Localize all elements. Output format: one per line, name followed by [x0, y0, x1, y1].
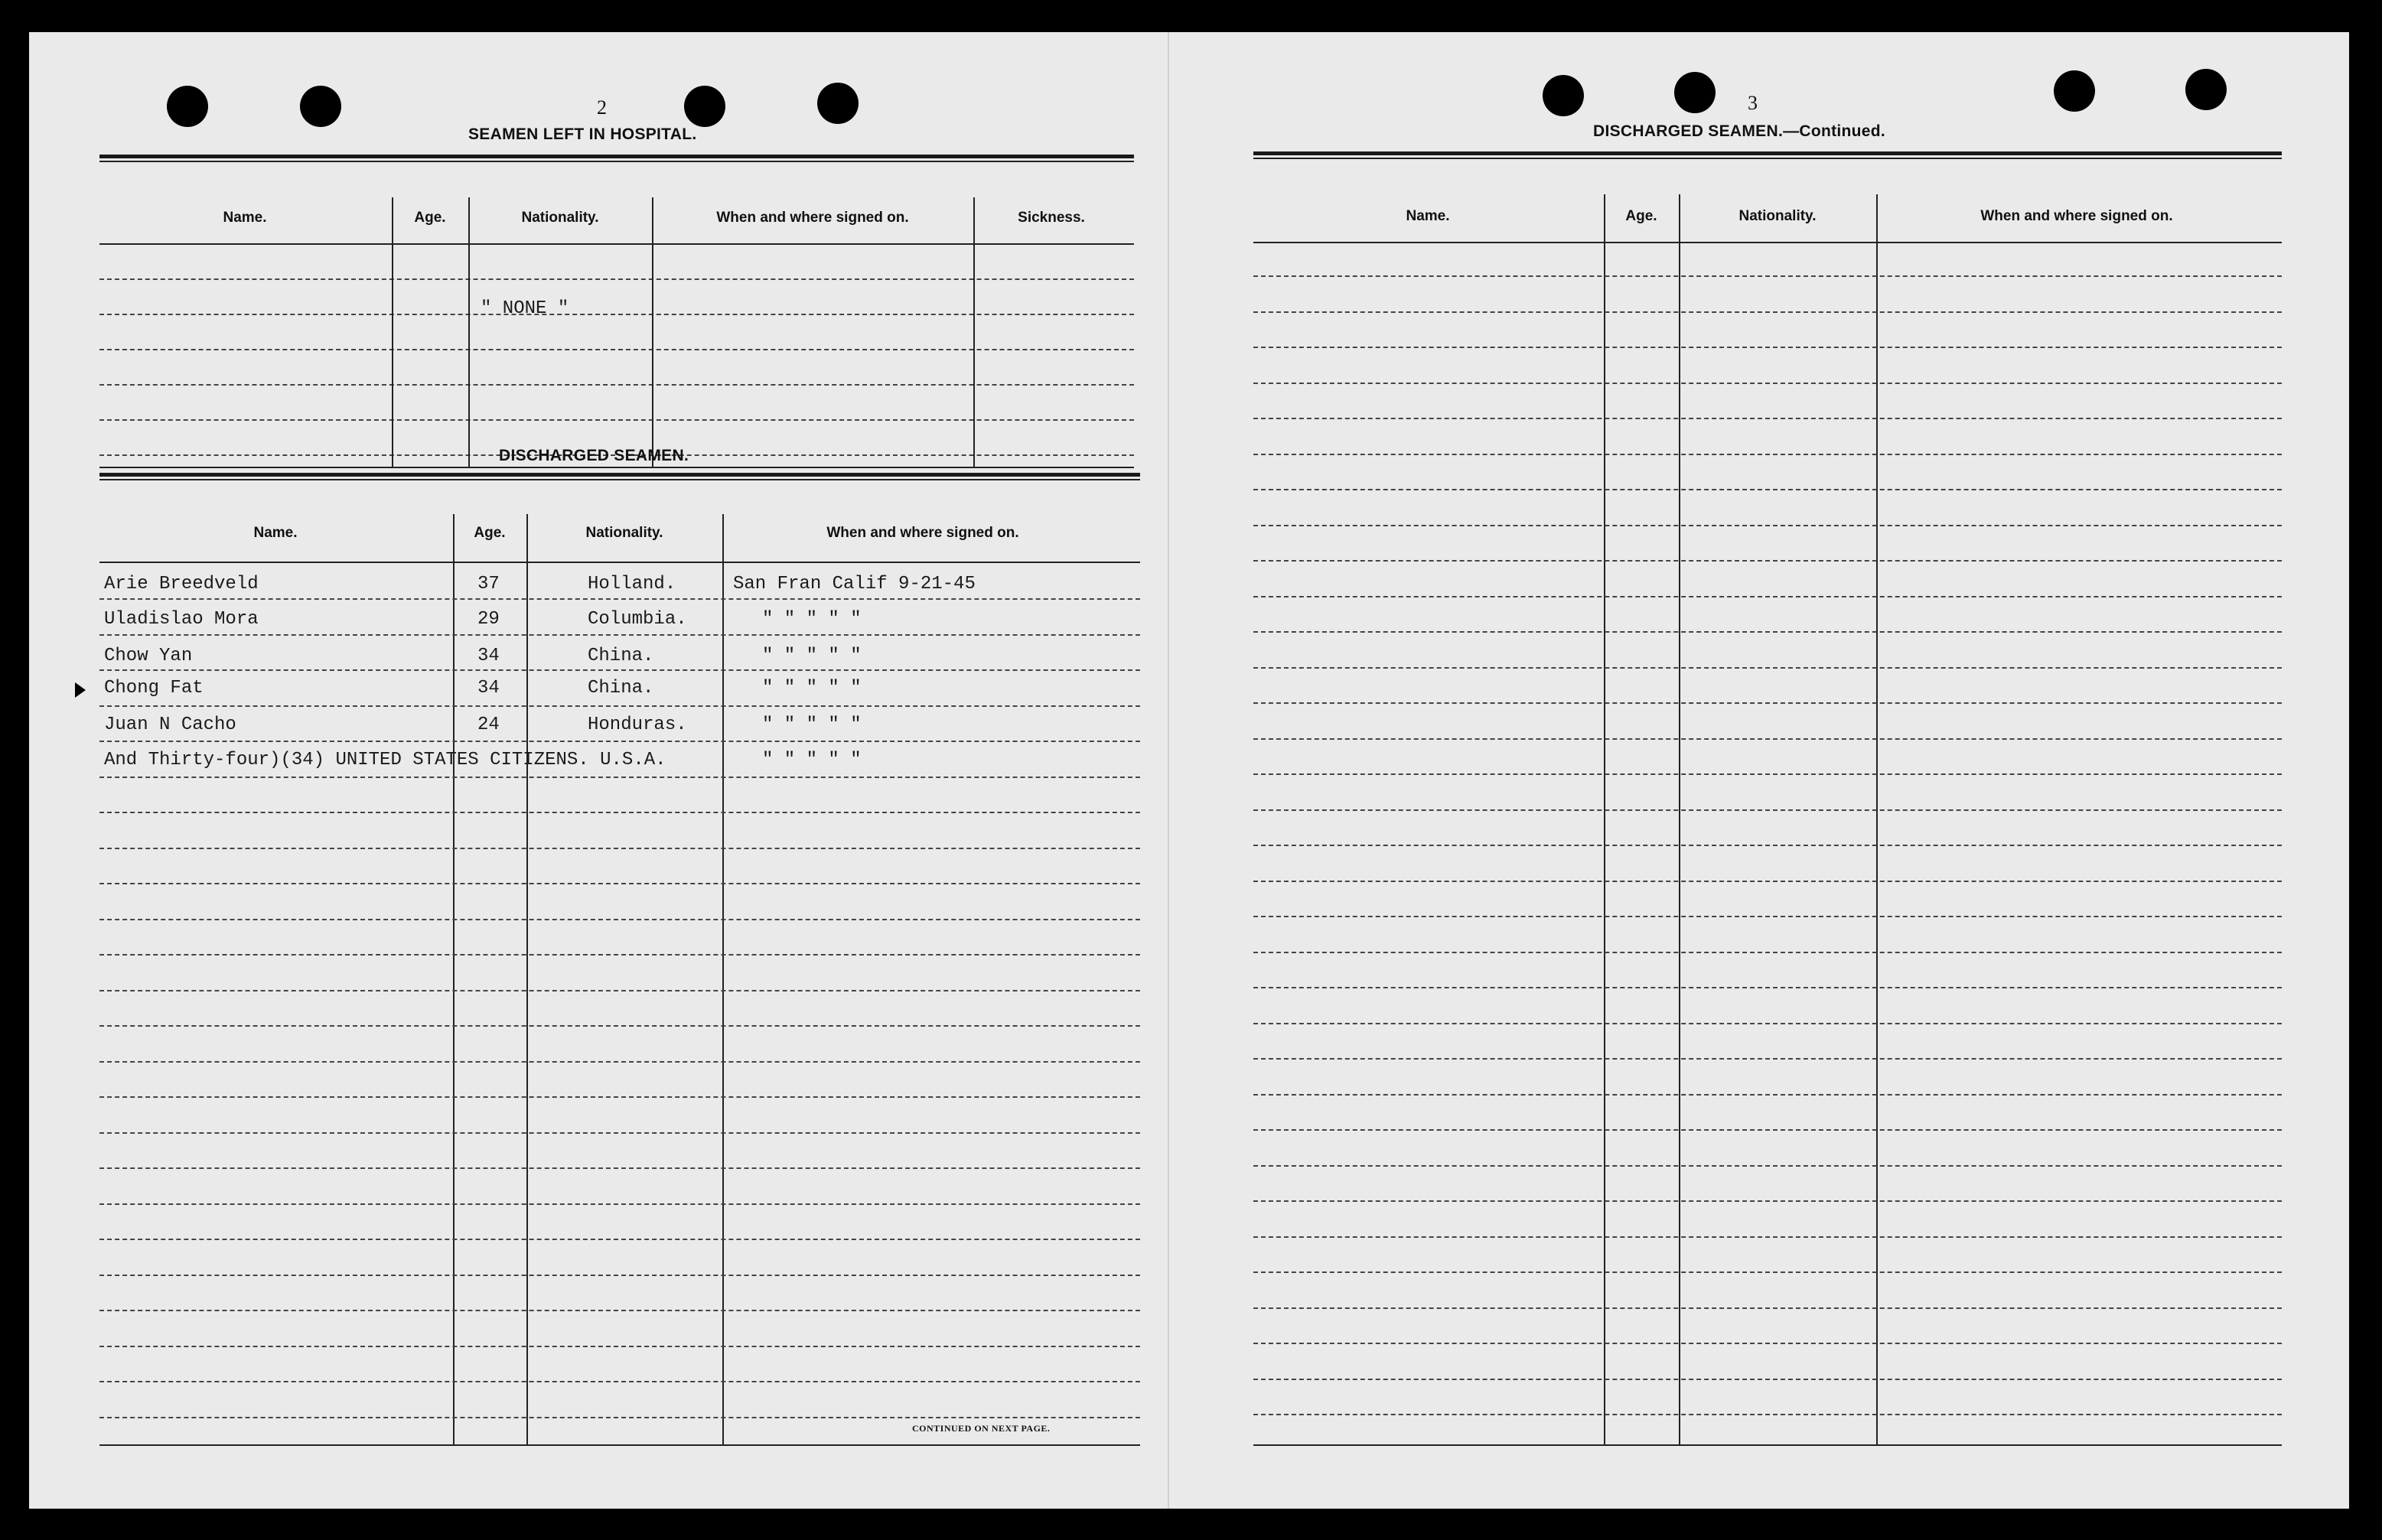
- seaman-nationality: Holland.: [588, 574, 676, 594]
- ruled-line: [1253, 881, 2282, 882]
- ruled-line: [1253, 738, 2282, 740]
- ruled-line: [1253, 560, 2282, 562]
- col-head-nationality: Nationality.: [521, 210, 599, 226]
- ruled-line: [99, 1203, 1140, 1205]
- ruled-line: [1253, 1023, 2282, 1024]
- right-page: [1169, 32, 2349, 1509]
- ruled-line: [99, 848, 1140, 849]
- seaman-age: 37: [477, 574, 500, 594]
- hospital-section-title: SEAMEN LEFT IN HOSPITAL.: [468, 125, 697, 143]
- ruled-line: [99, 990, 1140, 991]
- seaman-name: Juan N Cacho: [104, 715, 236, 735]
- page-number: 3: [1748, 92, 1758, 114]
- ruled-line: [99, 1346, 1140, 1347]
- ruled-line: [99, 1310, 1140, 1311]
- ruled-line: [99, 919, 1140, 920]
- ruled-line: [99, 741, 1140, 742]
- seaman-age: 29: [477, 609, 500, 630]
- col-head-age: Age.: [1625, 208, 1657, 224]
- ruled-line: [1253, 667, 2282, 669]
- seaman-name: Arie Breedveld: [104, 574, 259, 594]
- ruled-line: [1253, 1200, 2282, 1202]
- ruled-line: [1253, 275, 2282, 277]
- hospital-table: [99, 155, 1134, 468]
- seaman-name: Chong Fat: [104, 678, 204, 698]
- ruled-line: [99, 812, 1140, 813]
- seaman-signed-on: San Fran Calif 9-21-45: [733, 574, 976, 594]
- col-head-nationality: Nationality.: [585, 525, 663, 541]
- ruled-line: [99, 1132, 1140, 1134]
- ruled-line: [1253, 1307, 2282, 1309]
- hospital-none-entry: " NONE ": [481, 298, 569, 319]
- ruled-line: [1253, 1094, 2282, 1096]
- ruled-line: [1253, 525, 2282, 526]
- col-head-name: Name.: [1406, 208, 1450, 224]
- ruled-line: [99, 1096, 1140, 1098]
- ruled-line: [1253, 952, 2282, 953]
- col-head-name: Name.: [223, 210, 267, 226]
- seaman-age: 34: [477, 646, 500, 666]
- ruled-line: [99, 1167, 1140, 1169]
- citizens-signed-on: " " " " ": [762, 750, 862, 770]
- ruled-line: [99, 954, 1140, 956]
- citizens-summary: And Thirty-four)(34) UNITED STATES CITIZENS. U.S.A.: [104, 750, 666, 770]
- ruled-line: [1253, 845, 2282, 846]
- title-text: DISCHARGED SEAMEN.: [1593, 122, 1784, 140]
- discharged-section-title: DISCHARGED SEAMEN.: [499, 447, 689, 464]
- ruled-line: [1253, 773, 2282, 775]
- col-head-signed-on: When and where signed on.: [826, 525, 1019, 541]
- ruled-line: [1253, 347, 2282, 348]
- seaman-nationality: China.: [588, 678, 654, 698]
- seaman-nationality: China.: [588, 646, 654, 666]
- seaman-signed-on: " " " " ": [762, 678, 862, 698]
- col-head-name: Name.: [253, 525, 298, 541]
- seaman-name: Chow Yan: [104, 646, 193, 666]
- ruled-line: [99, 669, 1140, 671]
- ruled-line: [1253, 489, 2282, 490]
- ruled-line: [99, 1239, 1140, 1240]
- page-number: 2: [597, 96, 607, 119]
- continued-note: CONTINUED ON NEXT PAGE.: [912, 1423, 1051, 1434]
- col-head-signed-on: When and where signed on.: [1980, 208, 2173, 224]
- ruled-line: [1253, 702, 2282, 704]
- seaman-nationality: Honduras.: [588, 715, 687, 735]
- ruled-line: [99, 1061, 1140, 1063]
- discharged-continued-title: [1593, 122, 1885, 141]
- col-head-nationality: Nationality.: [1738, 208, 1817, 224]
- seaman-name: Uladislao Mora: [104, 609, 259, 630]
- ruled-line: [1253, 631, 2282, 633]
- seaman-age: 34: [477, 678, 500, 698]
- seaman-signed-on: " " " " ": [762, 609, 862, 630]
- ruled-line: [99, 634, 1140, 636]
- ruled-line: [1253, 1129, 2282, 1131]
- ruled-line: [1253, 1165, 2282, 1167]
- ruled-line: [99, 1417, 1140, 1418]
- col-head-signed-on: When and where signed on.: [716, 210, 909, 226]
- left-page: [29, 32, 1168, 1509]
- title-suffix: —Continued.: [1783, 122, 1886, 140]
- ruled-line: [99, 1381, 1140, 1382]
- ruled-line: [99, 1025, 1140, 1027]
- arrow-marker: [75, 682, 86, 698]
- seaman-nationality: Columbia.: [588, 609, 687, 630]
- ruled-line: [1253, 987, 2282, 988]
- seaman-signed-on: " " " " ": [762, 715, 862, 735]
- ruled-line: [1253, 809, 2282, 811]
- ruled-line: [1253, 1236, 2282, 1238]
- ruled-line: [1253, 1271, 2282, 1273]
- col-head-age: Age.: [414, 210, 446, 226]
- ruled-line: [1253, 1058, 2282, 1060]
- ruled-line: [99, 598, 1140, 600]
- ruled-line: [1253, 1414, 2282, 1415]
- col-head-sickness: Sickness.: [1018, 210, 1085, 226]
- col-head-age: Age.: [474, 525, 506, 541]
- ruled-line: [1253, 1379, 2282, 1380]
- ruled-line: [99, 777, 1140, 778]
- ruled-line: [99, 883, 1140, 884]
- ruled-line: [1253, 454, 2282, 455]
- ruled-line: [1253, 311, 2282, 313]
- discharged-continued-table: [1253, 151, 2282, 1460]
- ruled-line: [1253, 916, 2282, 917]
- ruled-line: [99, 705, 1140, 707]
- discharged-table: [99, 473, 1140, 1460]
- ruled-line: [1253, 596, 2282, 597]
- ruled-line: [1253, 383, 2282, 384]
- seaman-age: 24: [477, 715, 500, 735]
- ruled-line: [1253, 1343, 2282, 1344]
- ruled-line: [99, 1275, 1140, 1276]
- ruled-line: [1253, 418, 2282, 419]
- seaman-signed-on: " " " " ": [762, 646, 862, 666]
